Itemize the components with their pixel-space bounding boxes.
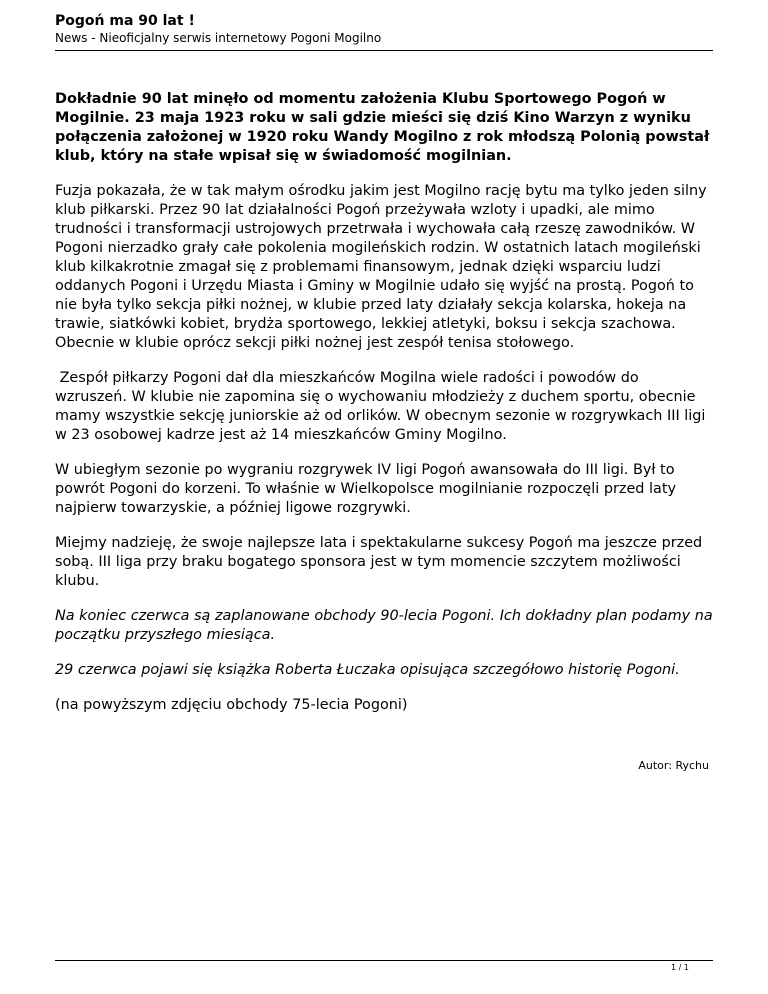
article-paragraph-4: Miejmy nadzieję, że swoje najlepsze lata i spektakularne sukcesy Pogoń ma jeszcze przed sobą. III liga przy braku bogatego sponsora jest w tym momencie szczytem możliwości klubu. (55, 535, 703, 589)
article-italic-note-2: 29 czerwca pojawi się książka Roberta Łuczaka opisująca szczegółowo historię Pogoni. (55, 662, 680, 678)
page-number: 1 / 1 (671, 963, 689, 972)
article-italic-note-1: Na koniec czerwca są zaplanowane obchody 90-lecia Pogoni. Ich dokładny plan podamy na początku przyszłego miesiąca. (55, 608, 713, 643)
page-subtitle: News - Nieoficjalny serwis internetowy Pogoni Mogilno (55, 31, 382, 45)
article-paragraph-3: W ubiegłym sezonie po wygraniu rozgrywek IV ligi Pogoń awansowała do III ligi. Był to powrót Pogoni do korzeni. To właśnie w Wielkopolsce mogilnianie rozpoczęli przed laty najpierw towarzyskie, a później ligowe rozgrywki. (55, 462, 676, 516)
article-lead: Dokładnie 90 lat minęło od momentu założenia Klubu Sportowego Pogoń w Mogilnie. 23 maja 1923 roku w sali gdzie mieści się dziś Kino Warzyn z wyniku połączenia założonej w 1920 roku Wandy Mogilno z rok młodszą Polonią powstał klub, który na stałe wpisał się w świadomość mogilnian. (55, 91, 710, 164)
photo-caption: (na powyższym zdjęciu obchody 75-lecia Pogoni) (55, 697, 408, 713)
footer-divider (55, 960, 713, 961)
header-divider (55, 50, 713, 51)
page-title: Pogoń ma 90 lat ! (55, 13, 195, 29)
article-author: Autor: Rychu (638, 759, 709, 772)
article-paragraph-2: Zespół piłkarzy Pogoni dał dla mieszkańców Mogilna wiele radości i powodów do wzruszeń. W klubie nie zapomina się o wychowaniu młodzieży z duchem sportu, obecnie mamy wszystkie sekcję juniorskie aż od orlików. W obecnym sezonie w rozgrywkach III ligi w 23 osobowej kadrze jest aż 14 mieszkańców Gminy Mogilno. (55, 370, 710, 443)
document-header (55, 12, 713, 46)
article-body (55, 90, 715, 731)
article-paragraph-1: Fuzja pokazała, że w tak małym ośrodku jakim jest Mogilno rację bytu ma tylko jeden silny klub piłkarski. Przez 90 lat działalności Pogoń przeżywała wzloty i upadki, ale mimo trudności i transformacji ustrojowych przetrwała i wychowała całą rzeszę zawodników. W Pogoni nierzadko grały całe pokolenia mogileńskich rodzin. W ostatnich latach mogileński klub kilkakrotnie zmagał się z problemami finansowym, jednak dzięki wsparciu ludzi oddanych Pogoni i Urzędu Miasta i Gminy w Mogilnie udało się wyjść na prostą. Pogoń to nie była tylko sekcja piłki nożnej, w klubie przed laty działały sekcja kolarska, hokeja na trawie, siatkówki kobiet, brydża sportowego, lekkiej atletyki, boksu i sekcja szachowa. Obecnie w klubie oprócz sekcji piłki nożnej jest zespół tenisa stołowego. (55, 183, 707, 351)
